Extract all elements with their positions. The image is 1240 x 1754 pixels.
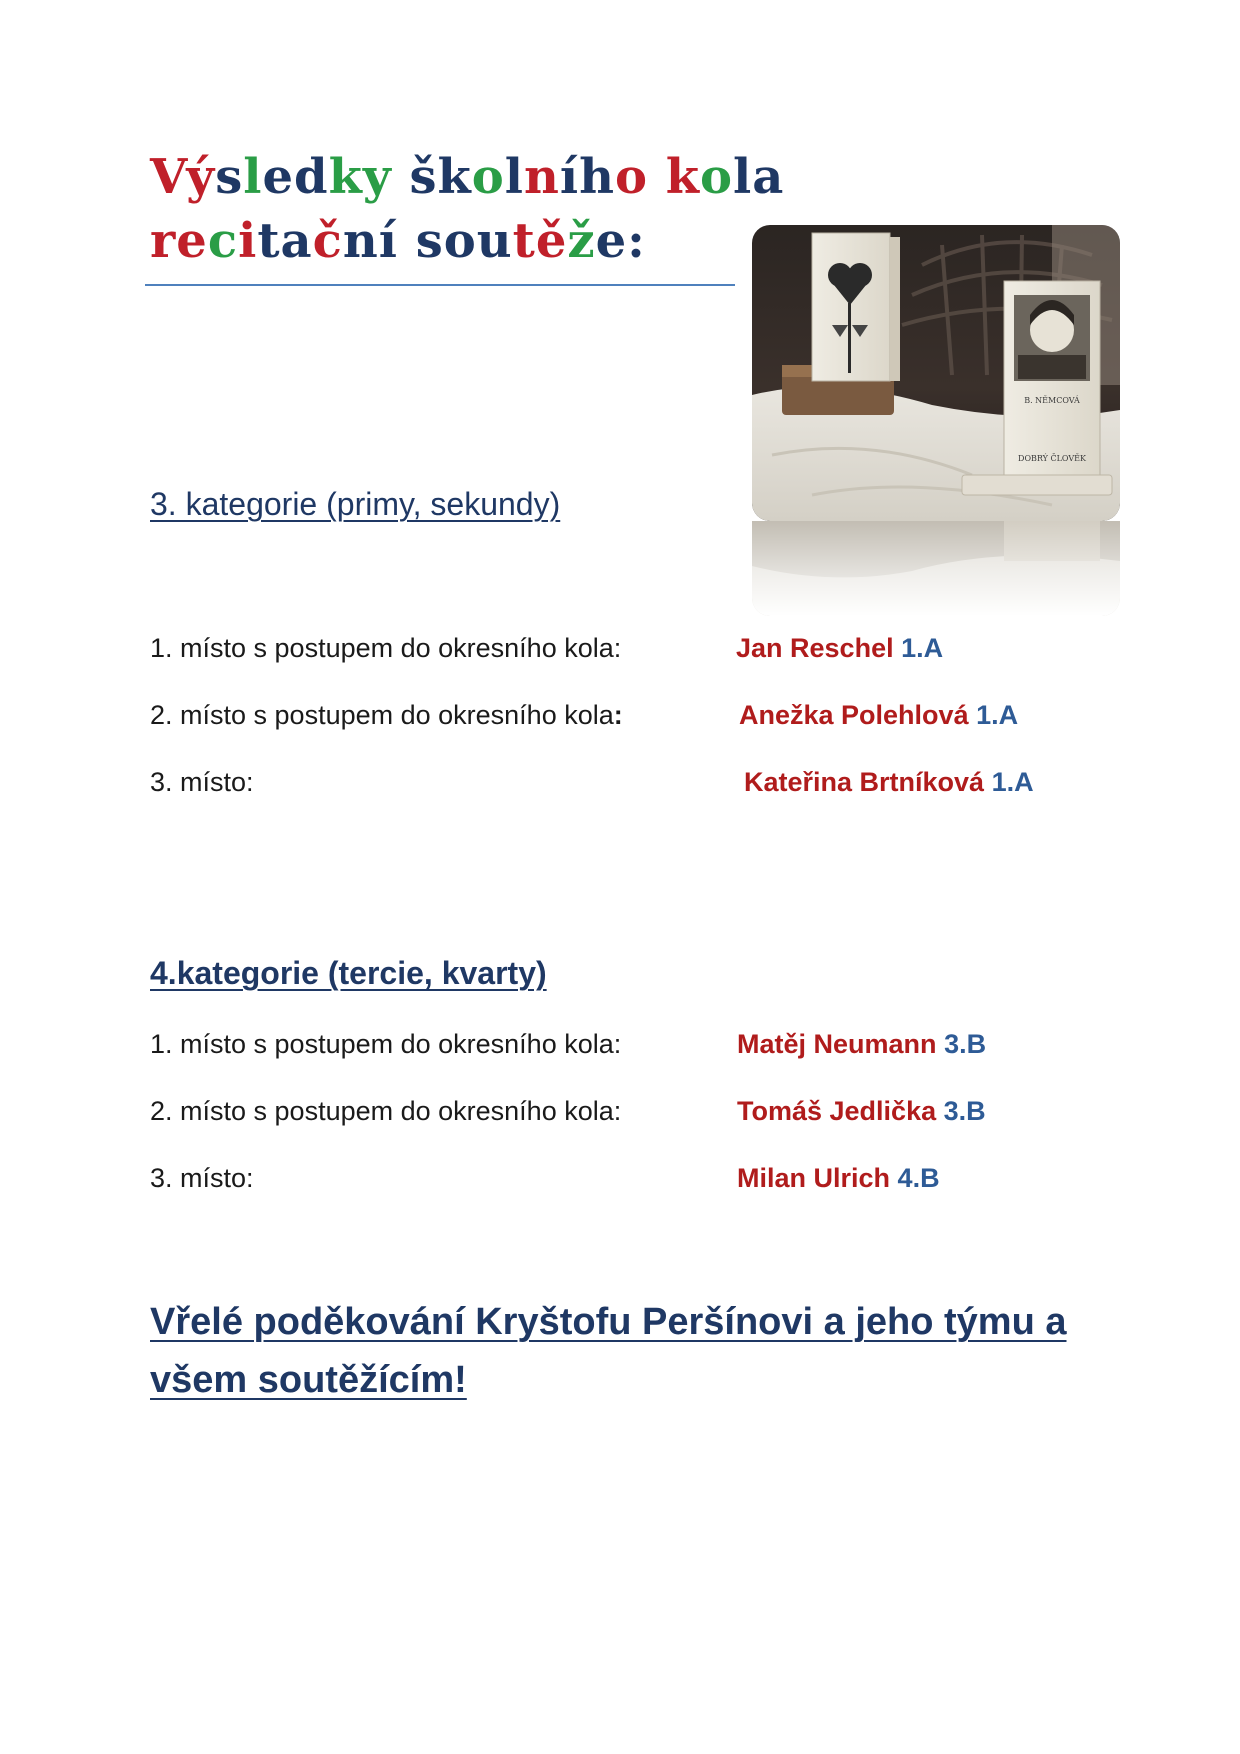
title-letter: č	[312, 213, 343, 269]
title-letter: e	[595, 213, 628, 269]
title-letter: h	[579, 149, 616, 205]
result-row	[150, 695, 1150, 735]
title-letter: í	[559, 149, 580, 205]
title-letter: l	[243, 149, 263, 205]
place-label: 1. místo s postupem do okresního kola:	[150, 633, 622, 663]
title-letter: o	[443, 213, 477, 269]
place-label: 2. místo s postupem do okresního kola:	[150, 1096, 622, 1126]
place-label-colon: :	[613, 700, 623, 730]
title-letter: y	[362, 149, 392, 205]
winner-class: 1.A	[976, 700, 1019, 730]
title-letter: k	[665, 149, 701, 205]
winner-class: 1.A	[901, 633, 944, 663]
winner	[739, 695, 1018, 735]
result-row	[150, 628, 1150, 668]
winner-name: Anežka Polehlová	[739, 700, 969, 730]
title-letter: a	[752, 149, 785, 205]
title-letter: :	[627, 213, 646, 269]
winner-class: 3.B	[944, 1029, 987, 1059]
title-letter: ý	[186, 149, 216, 205]
category-heading: 4.kategorie (tercie, kvarty)	[150, 955, 547, 991]
winner-class: 1.A	[991, 767, 1034, 797]
books-photo-reflection	[752, 521, 1120, 616]
winner	[737, 1091, 986, 1131]
title-letter: c	[207, 213, 239, 269]
title-letter: l	[733, 149, 753, 205]
winner-class: 3.B	[943, 1096, 986, 1126]
title-letter: n	[523, 149, 560, 205]
book-author-label: B. NĚMCOVÁ	[1024, 396, 1080, 405]
winner-name: Tomáš Jedlička	[737, 1096, 937, 1126]
book-title-label: DOBRÝ ČLOVĚK	[1018, 454, 1086, 463]
title-letter: o	[471, 149, 505, 205]
title-letter: e	[262, 149, 294, 205]
thanks-message: Vřelé poděkování Kryštofu Peršínovi a jeho týmu a všem soutěžícím!	[150, 1301, 1067, 1401]
title-letter: d	[294, 149, 329, 205]
winner	[737, 1158, 940, 1198]
title-letter: t	[257, 213, 281, 269]
result-row	[150, 1024, 1150, 1064]
winner-class: 4.B	[897, 1163, 940, 1193]
title-letter	[784, 149, 802, 205]
place-label: 1. místo s postupem do okresního kola:	[150, 1029, 622, 1059]
title-letter: o	[615, 149, 649, 205]
title-underline	[145, 284, 735, 286]
result-row	[150, 1091, 1150, 1131]
winner-name: Jan Reschel	[736, 633, 894, 663]
place-label: 2. místo s postupem do okresního kola:	[150, 700, 623, 730]
title-letter: š	[409, 149, 438, 205]
title-letter: l	[504, 149, 524, 205]
title-letter: k	[437, 149, 472, 205]
title-letter: s	[215, 149, 244, 205]
title-letter	[392, 149, 410, 205]
winner-name: Matěj Neumann	[737, 1029, 937, 1059]
title-letter: o	[700, 149, 734, 205]
title-letter: u	[476, 213, 513, 269]
title-letter: V	[150, 149, 187, 205]
title-letter	[398, 213, 416, 269]
title-letter: í	[378, 213, 398, 269]
title-letter: n	[342, 213, 379, 269]
result-row	[150, 1158, 1150, 1198]
title-letter: ž	[567, 213, 596, 269]
winner	[736, 628, 943, 668]
winner	[737, 1024, 986, 1064]
title-letter: k	[328, 149, 363, 205]
title-letter: r	[150, 213, 177, 269]
winner-name: Kateřina Brtníková	[744, 767, 985, 797]
place-label: 3. místo:	[150, 1163, 254, 1193]
title-letter: t	[512, 213, 536, 269]
winner-name: Milan Ulrich	[737, 1163, 891, 1193]
title-letter: i	[238, 213, 258, 269]
category-heading: 3. kategorie (primy, sekundy)	[150, 486, 561, 522]
title-letter: s	[415, 213, 444, 269]
title-letter: e	[176, 213, 208, 269]
winner	[744, 762, 1034, 802]
title-letter: ě	[535, 213, 568, 269]
place-label: 3. místo:	[150, 767, 254, 797]
title-letter	[648, 149, 666, 205]
books-photo	[752, 225, 1120, 521]
result-row	[150, 762, 1150, 802]
title-letter: a	[280, 213, 313, 269]
